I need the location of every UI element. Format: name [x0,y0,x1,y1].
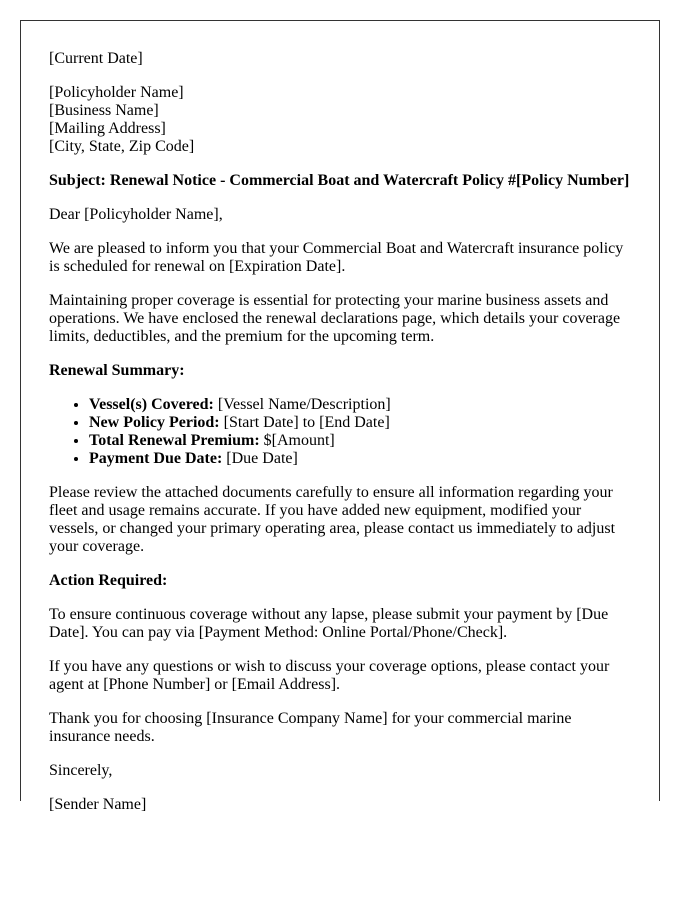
intro-paragraph: We are pleased to inform you that your Commercial Boat and Watercraft insurance policy is scheduled for renewal on [Expiration Date]. [49,240,624,275]
letter-container [20,20,660,813]
recipient-address-block [49,84,631,156]
recipient-policyholder-name: [Policyholder Name] [49,84,184,101]
summary-item-label: Total Renewal Premium: [89,432,260,449]
summary-item-value: [Start Date] to [End Date] [219,414,390,431]
payment-paragraph: To ensure continuous coverage without any lapse, please submit your payment by [Due Date]. You can pay via [Payment Method: Online Portal/Phone/Check]. [49,606,609,641]
recipient-business-name: [Business Name] [49,102,159,119]
action-required-heading: Action Required: [49,572,168,589]
sender-name: [Sender Name] [49,796,147,813]
questions-paragraph: If you have any questions or wish to discuss your coverage options, please contact your agent at [Phone Number] or [Email Address]. [49,658,610,693]
summary-item-premium [89,432,631,450]
summary-item-label: New Policy Period: [89,414,220,431]
closing: Sincerely, [49,762,113,779]
salutation: Dear [Policyholder Name], [49,206,223,223]
current-date: [Current Date] [49,50,143,67]
review-paragraph: Please review the attached documents carefully to ensure all information regarding your fleet and usage remains accurate. If you have added new equipment, modified your vessels, or changed your primary operating area, please contact us immediately to adjust your coverage. [49,484,616,555]
summary-item-policy-period [89,414,631,432]
summary-item-value: $[Amount] [259,432,335,449]
coverage-paragraph: Maintaining proper coverage is essential for protecting your marine business assets and operations. We have enclosed the renewal declarations page, which details your coverage limits, deductibles, and the premium for the upcoming term. [49,292,621,345]
thanks-paragraph: Thank you for choosing [Insurance Company Name] for your commercial marine insurance needs. [49,710,572,745]
renewal-summary-heading: Renewal Summary: [49,362,185,379]
summary-item-value: [Due Date] [222,450,298,467]
recipient-mailing-address: [Mailing Address] [49,120,166,137]
summary-item-value: [Vessel Name/Description] [213,396,391,413]
recipient-city-state-zip: [City, State, Zip Code] [49,138,195,155]
renewal-summary-list [49,396,631,468]
letter-body [21,21,659,814]
summary-item-vessels [89,396,631,414]
summary-item-label: Vessel(s) Covered: [89,396,214,413]
summary-item-label: Payment Due Date: [89,450,223,467]
subject-line: Subject: Renewal Notice - Commercial Boat and Watercraft Policy #[Policy Number] [49,172,630,189]
summary-item-due-date [89,450,631,468]
